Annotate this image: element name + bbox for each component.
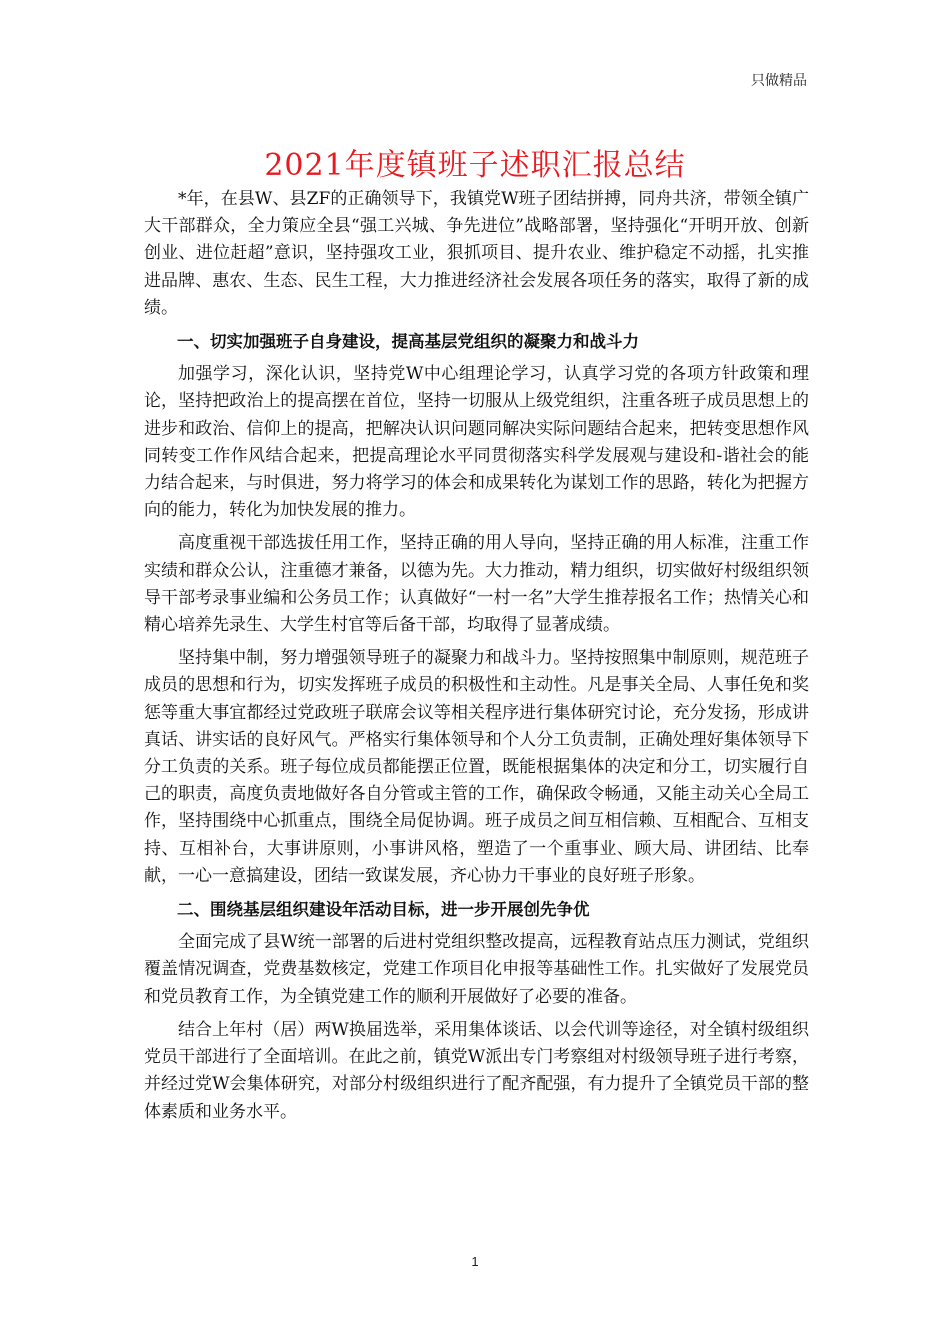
section-1-paragraph-2: 高度重视干部选拔任用工作，坚持正确的用人导向，坚持正确的用人标准，注重工作实绩和群众公认，注重德才兼备，以德为先。大力推动，精力组织，切实做好村级组织领导干部考录事业编和公务员工作；认真做好“一村一名”大学生推荐报名工作；热情关心和精心培养先录生、大学生村官等后备干部，均取得了显著成绩。 <box>144 533 809 636</box>
section-heading-1: 一、切实加强班子自身建设，提高基层党组织的凝聚力和战斗力 <box>177 332 639 352</box>
section-1-paragraph-1: 加强学习，深化认识，坚持党W中心组理论学习，认真学习党的各项方针政策和理论，坚持把政治上的提高摆在首位，坚持一切服从上级党组织，注重各班子成员思想上的进步和政治、信仰上的提高，把解决认识问题同解决实际问题结合起来，把转变思想作风同转变工作作风结合起来，把提高理论水平同贯彻落实科学发展观与建设和-谐社会的能力结合起来，与时俱进，努力将学习的体会和成果转化为谋划工作的思路，转化为把握方向的能力，转化为加快发展的推力。 <box>144 364 809 521</box>
section-2-paragraph-2: 结合上年村（居）两W换届选举，采用集体谈话、以会代训等途径，对全镇村级组织党员干部进行了全面培训。在此之前，镇党W派出专门考察组对村级领导班子进行考察，并经过党W会集体研究，对部分村级组织进行了配齐配强，有力提升了全镇党员干部的整体素质和业务水平。 <box>144 1019 809 1122</box>
page-number: 1 <box>471 1254 479 1269</box>
page-title: 2021年度镇班子述职汇报总结 <box>264 148 686 183</box>
intro-paragraph: *年，在县W、县ZF的正确领导下，我镇党W班子团结拼搏，同舟共济，带领全镇广大干部群众，全力策应全县“强工兴城、争先进位”战略部署，坚持强化“开明开放、创新创业、进位赶超”意识，坚持强攻工业，狠抓项目、提升农业、维护稳定不动摇，扎实推进品牌、惠农、生态、民生工程，大力推进经济社会发展各项任务的落实，取得了新的成绩。 <box>144 189 809 318</box>
header-tagline: 只做精品 <box>751 73 807 89</box>
document-body <box>144 186 809 1132</box>
section-2-paragraph-1: 全面完成了县W统一部署的后进村党组织整改提高，远程教育站点压力测试，党组织覆盖情况调查，党费基数核定，党建工作项目化申报等基础性工作。扎实做好了发展党员和党员教育工作，为全镇党建工作的顺利开展做好了必要的准备。 <box>144 932 809 1007</box>
section-1-paragraph-3: 坚持集中制，努力增强领导班子的凝聚力和战斗力。坚持按照集中制原则，规范班子成员的思想和行为，切实发挥班子成员的积极性和主动性。凡是事关全局、人事任免和奖惩等重大事宜都经过党政班子联席会议等相关程序进行集体研究讨论，充分发扬，形成讲真话、讲实话的良好风气。严格实行集体领导和个人分工负责制，正确处理好集体领导下分工负责的关系。班子每位成员都能摆正位置，既能根据集体的决定和分工，切实履行自己的职责，高度负责地做好各自分管或主管的工作，确保政令畅通，又能主动关心全局工作，坚持围绕中心抓重点，围绕全局促协调。班子成员之间互相信赖、互相配合、互相支持、互相补台，大事讲原则，小事讲风格，塑造了一个重事业、顾大局、讲团结、比奉献，一心一意搞建设，团结一致谋发展，齐心协力干事业的良好班子形象。 <box>144 648 809 886</box>
section-heading-2: 二、围绕基层组织建设年活动目标，进一步开展创先争优 <box>177 900 590 920</box>
